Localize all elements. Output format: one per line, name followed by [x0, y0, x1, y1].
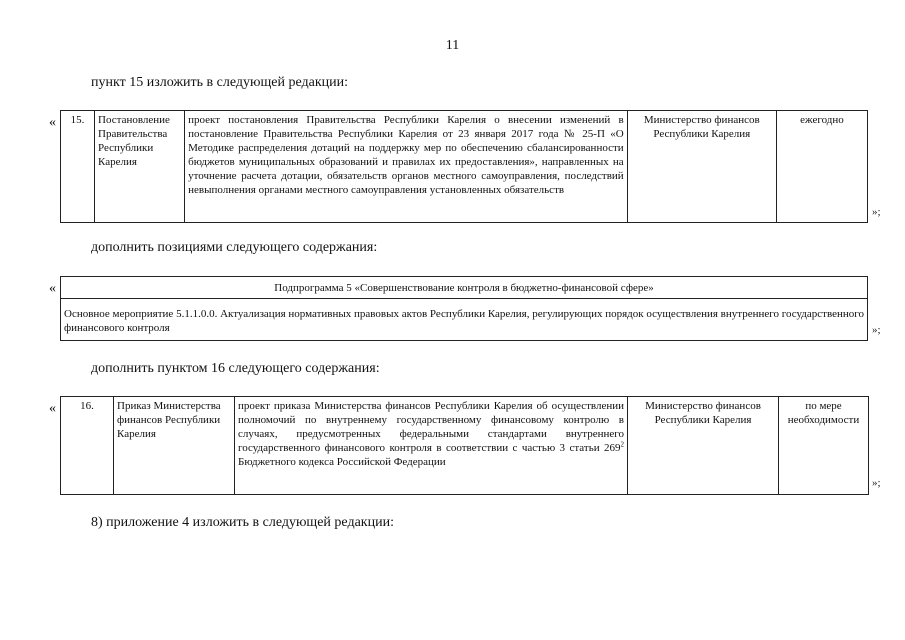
cell-main-activity: Основное мероприятие 5.1.1.0.0. Актуализация нормативных правовых актов Республики Карелия, регулирующих порядок осуществления внутреннего государственного финансового контроля — [61, 299, 868, 341]
close-quote-3: »; — [872, 477, 881, 489]
table-row — [61, 397, 869, 495]
table-subprogram-5 — [60, 276, 868, 341]
cell-responsible: Министерство финансов Республики Карелия — [627, 111, 776, 223]
table-row — [61, 299, 868, 341]
page-number: 11 — [445, 38, 460, 53]
close-quote-2: »; — [872, 324, 881, 336]
table-row — [61, 111, 868, 223]
description-end: Бюджетного кодекса Российской Федерации — [238, 456, 446, 468]
paragraph-annex-4: 8) приложение 4 изложить в следующей редакции: — [91, 515, 394, 530]
cell-subprogram-header: Подпрограмма 5 «Совершенствование контроля в бюджетно-финансовой сфере» — [61, 277, 868, 299]
cell-number: 15. — [61, 111, 95, 223]
cell-number: 16. — [61, 397, 114, 495]
paragraph-item-15-intro: пункт 15 изложить в следующей редакции: — [91, 75, 348, 90]
cell-term: ежегодно — [776, 111, 867, 223]
article-superscript: 2 — [620, 440, 624, 449]
paragraph-add-item-16: дополнить пунктом 16 следующего содержания: — [91, 361, 380, 376]
paragraph-add-positions: дополнить позициями следующего содержания: — [91, 240, 378, 255]
table-item-16 — [60, 396, 869, 495]
table-row — [61, 277, 868, 299]
cell-description — [235, 397, 628, 495]
cell-document-type: Постановление Правительства Республики Карелия — [95, 111, 185, 223]
cell-term: по мере необходимости — [779, 397, 869, 495]
open-quote-1: « — [49, 115, 56, 130]
cell-responsible: Министерство финансов Республики Карелия — [628, 397, 779, 495]
table-item-15 — [60, 110, 868, 223]
close-quote-1: »; — [872, 206, 881, 218]
open-quote-3: « — [49, 401, 56, 416]
open-quote-2: « — [49, 281, 56, 296]
cell-description: проект постановления Правительства Республики Карелия о внесении изменений в постановление Правительства Республики Карелия от 23 января 2017 года № 25-П «О Методике распределения дотаций на поддержку мер по обеспечению сбалансированности бюджетов муниципальных образований и правилах их предоставления», направленных на уточнение расчета дотации, обязательств органов местного самоуправления, последствий невыполнения органами местного самоуправления установленных обязательств — [185, 111, 628, 223]
description-main: проект приказа Министерства финансов Республики Карелия об осуществлении полномочий по внутреннему государственному финансовому контролю в случаях, предусмотренных федеральными стандартами внутреннего государственного финансового контроля в соответствии с частью 3 статьи 269 — [238, 400, 624, 454]
cell-document-type: Приказ Министерства финансов Республики Карелия — [114, 397, 235, 495]
